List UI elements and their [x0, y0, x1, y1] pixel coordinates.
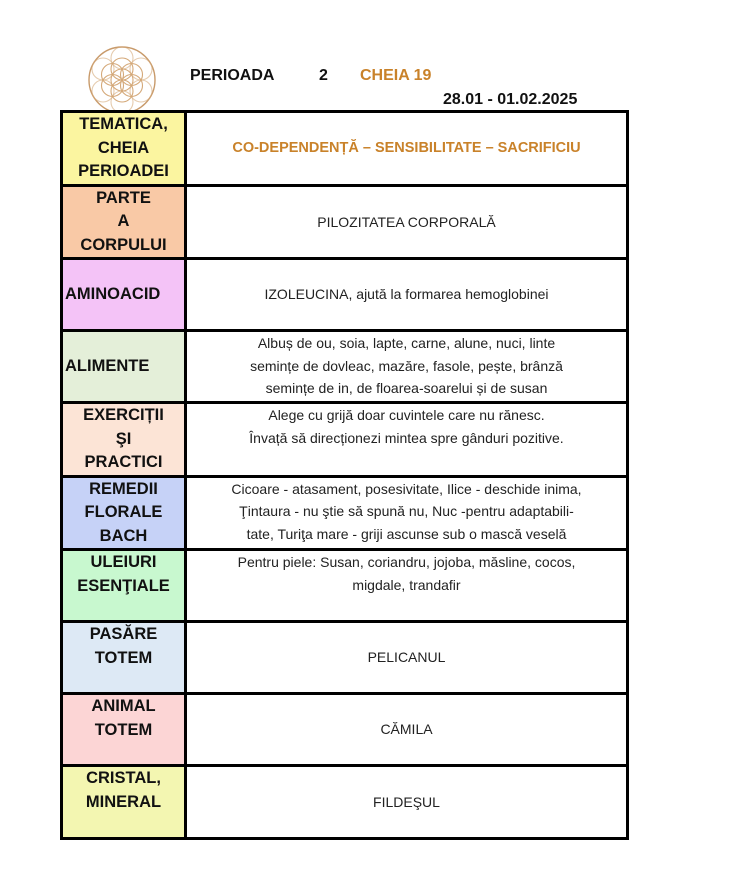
- value-line: PILOZITATEA CORPORALĂ: [317, 213, 496, 230]
- value-exercitii: [186, 403, 628, 477]
- label-animal: [62, 694, 186, 766]
- label-line: TOTEM: [94, 648, 153, 667]
- value-line: FILDEŞUL: [373, 793, 440, 810]
- label-tematica: [62, 112, 186, 186]
- label-line: EXERCIȚII: [83, 406, 164, 424]
- label-exercitii: [62, 403, 186, 477]
- label-line: CRISTAL,: [86, 769, 161, 787]
- value-remedii: [186, 476, 628, 550]
- value-line: IZOLEUCINA, ajută la formarea hemoglobinei: [264, 286, 549, 303]
- cheia-label: CHEIA 19: [360, 67, 432, 84]
- value-cristal: [186, 766, 628, 839]
- period-table: [60, 110, 629, 840]
- label-remedii: [62, 476, 186, 550]
- row-remedii: [62, 476, 628, 550]
- label-line: AMINOACID: [65, 284, 161, 303]
- value-animal: [186, 694, 628, 766]
- label-line: ESENŢIALE: [77, 576, 170, 595]
- value-line: Albuș de ou, soia, lapte, carne, alune, nuci, linte: [257, 335, 556, 351]
- row-cristal: [62, 766, 628, 839]
- label-line: CHEIA: [97, 138, 150, 157]
- label-pasare: [62, 622, 186, 694]
- label-line: TOTEM: [94, 720, 153, 739]
- value-line: semințe de in, de floarea-soarelui și de susan: [265, 380, 548, 396]
- value-line: Alege cu grijă doar cuvintele care nu rănesc.: [268, 407, 545, 423]
- row-pasare: [62, 622, 628, 694]
- value-line: Ţintaura - nu ştie să spună nu, Nuc -pentru adaptabili-: [239, 503, 574, 519]
- value-line: Pentru piele: Susan, coriandru, jojoba, măsline, cocos,: [237, 554, 576, 570]
- value-pasare: [186, 622, 628, 694]
- row-uleiuri: [62, 550, 628, 622]
- value-line: Învață să direcționezi mintea spre gânduri pozitive.: [249, 429, 564, 446]
- label-line: FLORALE: [84, 503, 163, 521]
- label-aminoacid: [62, 259, 186, 331]
- row-animal: [62, 694, 628, 766]
- label-line: ANIMAL: [91, 697, 156, 715]
- label-line: REMEDII: [89, 479, 158, 498]
- label-line: TEMATICA,: [79, 115, 168, 133]
- value-line: PELICANUL: [367, 649, 446, 666]
- label-line: ŞI: [115, 429, 132, 448]
- row-aminoacid: [62, 259, 628, 331]
- row-parte: [62, 185, 628, 259]
- label-line: PRACTICI: [84, 453, 163, 471]
- value-line: CĂMILA: [380, 721, 433, 738]
- row-alimente: [62, 331, 628, 403]
- label-line: MINERAL: [85, 792, 162, 811]
- value-uleiuri: [186, 550, 628, 622]
- label-line: PERIOADEI: [78, 162, 169, 180]
- date-range: 28.01 - 01.02.2025: [443, 91, 578, 108]
- label-parte: [62, 185, 186, 259]
- label-line: CORPULUI: [80, 235, 167, 254]
- value-aminoacid: [186, 259, 628, 331]
- value-line: Cicoare - atasament, posesivitate, Ilice - deschide inima,: [231, 480, 582, 497]
- label-cristal: [62, 766, 186, 839]
- label-line: ULEIURI: [90, 553, 157, 571]
- label-line: ALIMENTE: [65, 356, 150, 375]
- perioada-number: 2: [319, 67, 328, 84]
- value-line: tate, Turiţa mare - griji ascunse sub o mască veselă: [246, 525, 567, 542]
- value-line: semințe de dovleac, mazăre, fasole, pește, brânză: [250, 357, 563, 374]
- label-uleiuri: [62, 550, 186, 622]
- value-tematica: [186, 112, 628, 186]
- label-alimente: [62, 331, 186, 403]
- value-line: migdale, trandafir: [352, 576, 461, 593]
- label-line: PASĂRE: [89, 625, 158, 643]
- label-line: A: [117, 212, 130, 230]
- value-parte: [186, 185, 628, 259]
- row-tematica: [62, 112, 628, 186]
- label-line: PARTE: [96, 188, 151, 207]
- value-alimente: [186, 331, 628, 403]
- perioada-label: PERIOADA: [190, 67, 275, 84]
- row-exercitii: [62, 403, 628, 477]
- value-line: CO-DEPENDENȚĂ – SENSIBILITATE – SACRIFICIU: [232, 140, 581, 156]
- flower-of-life-logo: [86, 44, 158, 116]
- label-line: BACH: [99, 526, 148, 545]
